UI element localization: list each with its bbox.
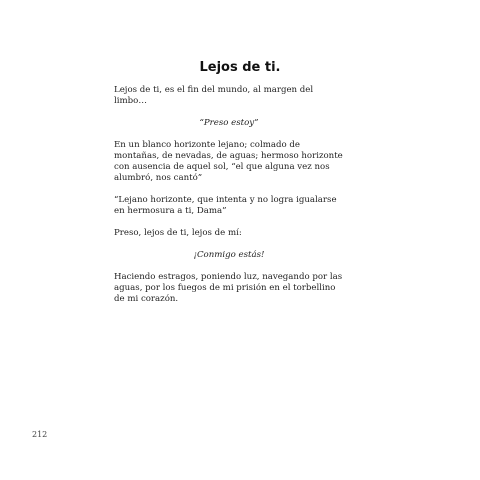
paragraph-6-italic: ¡Conmigo estás!: [193, 250, 265, 260]
paragraph-2-italic: “Preso estoy”: [199, 118, 259, 128]
poem-title: Lejos de ti.: [199, 60, 281, 75]
paragraph-7: Haciendo estragos, poniendo luz, navegando por las aguas, por los fuegos de mi prisión en el torbellino de mi corazón.: [114, 272, 343, 304]
paragraph-3: En un blanco horizonte lejano; colmado de montañas, de nevadas, de aguas; hermoso horizonte con ausencia de aquel sol, “el que alguna vez nos alumbró, nos cantó”: [114, 140, 343, 183]
paragraph-1: Lejos de ti, es el fin del mundo, al margen del limbo…: [114, 85, 314, 106]
page-number: 212: [32, 430, 48, 439]
paragraph-4: “Lejano horizonte, que intenta y no logra igualarse en hermosura a ti, Dama”: [114, 195, 337, 216]
paragraph-5: Preso, lejos de ti, lejos de mí:: [114, 228, 242, 238]
poem-body: [114, 85, 344, 316]
